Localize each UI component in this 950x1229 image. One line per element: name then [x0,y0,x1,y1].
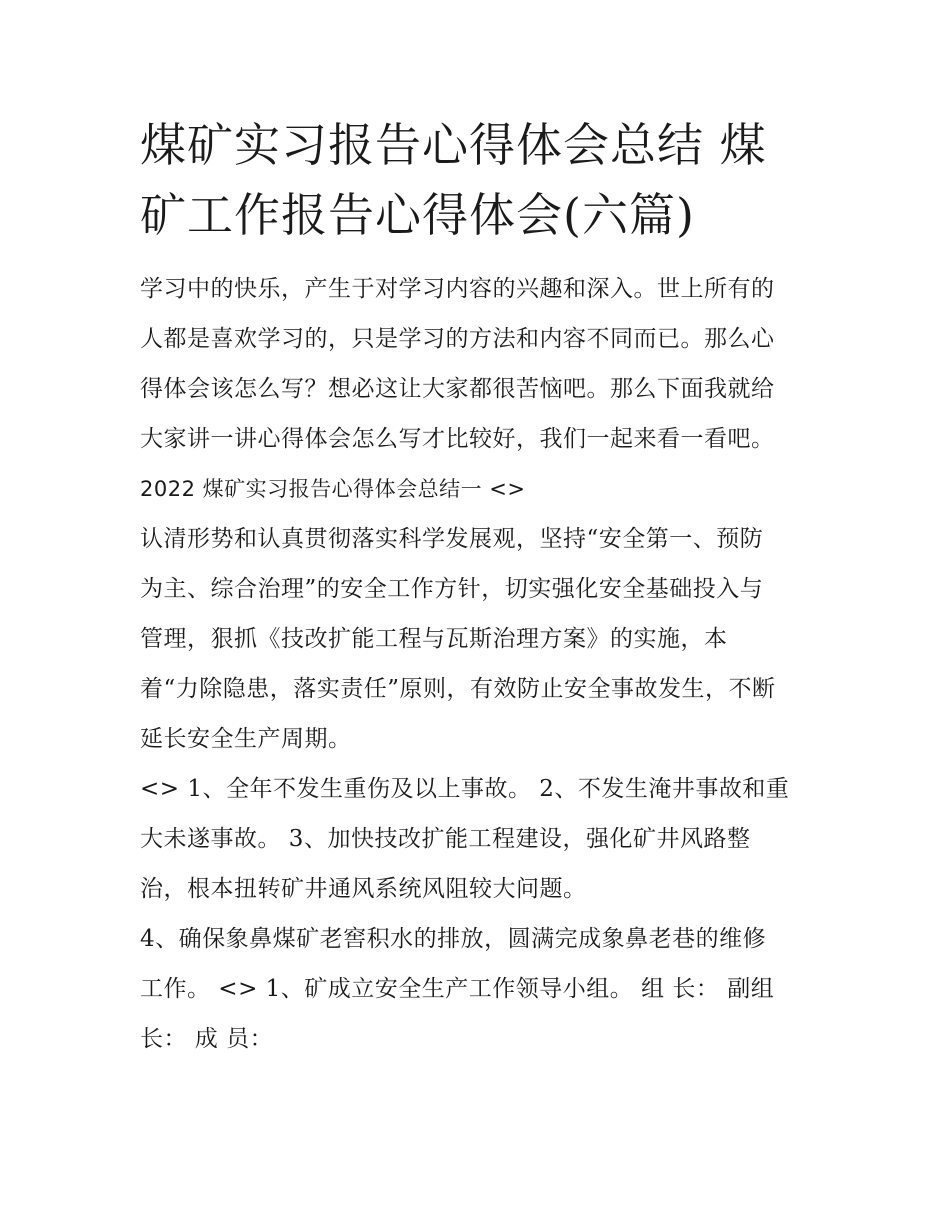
title-line: 矿工作报告心得体会(六篇) [140,188,695,242]
text-line: <> 1、全年不发生重伤及以上事故。 2、不发生淹井事故和重 [140,776,790,802]
section-heading [140,464,820,514]
text-line: 4、确保象鼻煤矿老窖积水的排放，圆满完成象鼻老巷的维修 [140,926,767,952]
measures-paragraph [140,914,820,1064]
policy-paragraph [140,514,820,764]
title-line: 煤矿实习报告心得体会总结 煤 [140,118,767,172]
text-line: 大家讲一讲心得体会怎么写才比较好，我们一起来看一看吧。 [140,426,775,452]
text-line: 人都是喜欢学习的，只是学习的方法和内容不同而已。那么心 [140,326,775,352]
intro-paragraph [140,264,820,464]
text-line: 大未遂事故。 3、加快技改扩能工程建设，强化矿井风路整 [140,826,751,852]
text-line: 管理，狠抓《技改扩能工程与瓦斯治理方案》的实施，本 [140,626,728,652]
text-line: 认清形势和认真贯彻落实科学发展观，坚持“安全第一、预防 [140,526,764,552]
text-line: 治，根本扭转矿井通风系统风阻较大问题。 [140,876,587,902]
goals-paragraph [140,764,820,914]
text-line: 为主、综合治理”的安全工作方针，切实强化安全基础投入与 [140,576,764,602]
text-line: 延长安全生产周期。 [140,726,352,752]
document-page [140,110,820,1064]
text-line: 长： 成 员： [140,1026,274,1052]
text-line: 着“力除隐患，落实责任”原则，有效防止安全事故发生，不断 [140,676,776,702]
text-line: 学习中的快乐，产生于对学习内容的兴趣和深入。世上所有的 [140,276,775,302]
text-line: 工作。 <> 1、矿成立安全生产工作领导小组。 组 长： 副组 [140,976,775,1002]
text-line: 2022 煤矿实习报告心得体会总结一 <> [140,477,526,501]
text-line: 得体会该怎么写？想必这让大家都很苦恼吧。那么下面我就给 [140,376,775,402]
document-title [140,110,820,250]
